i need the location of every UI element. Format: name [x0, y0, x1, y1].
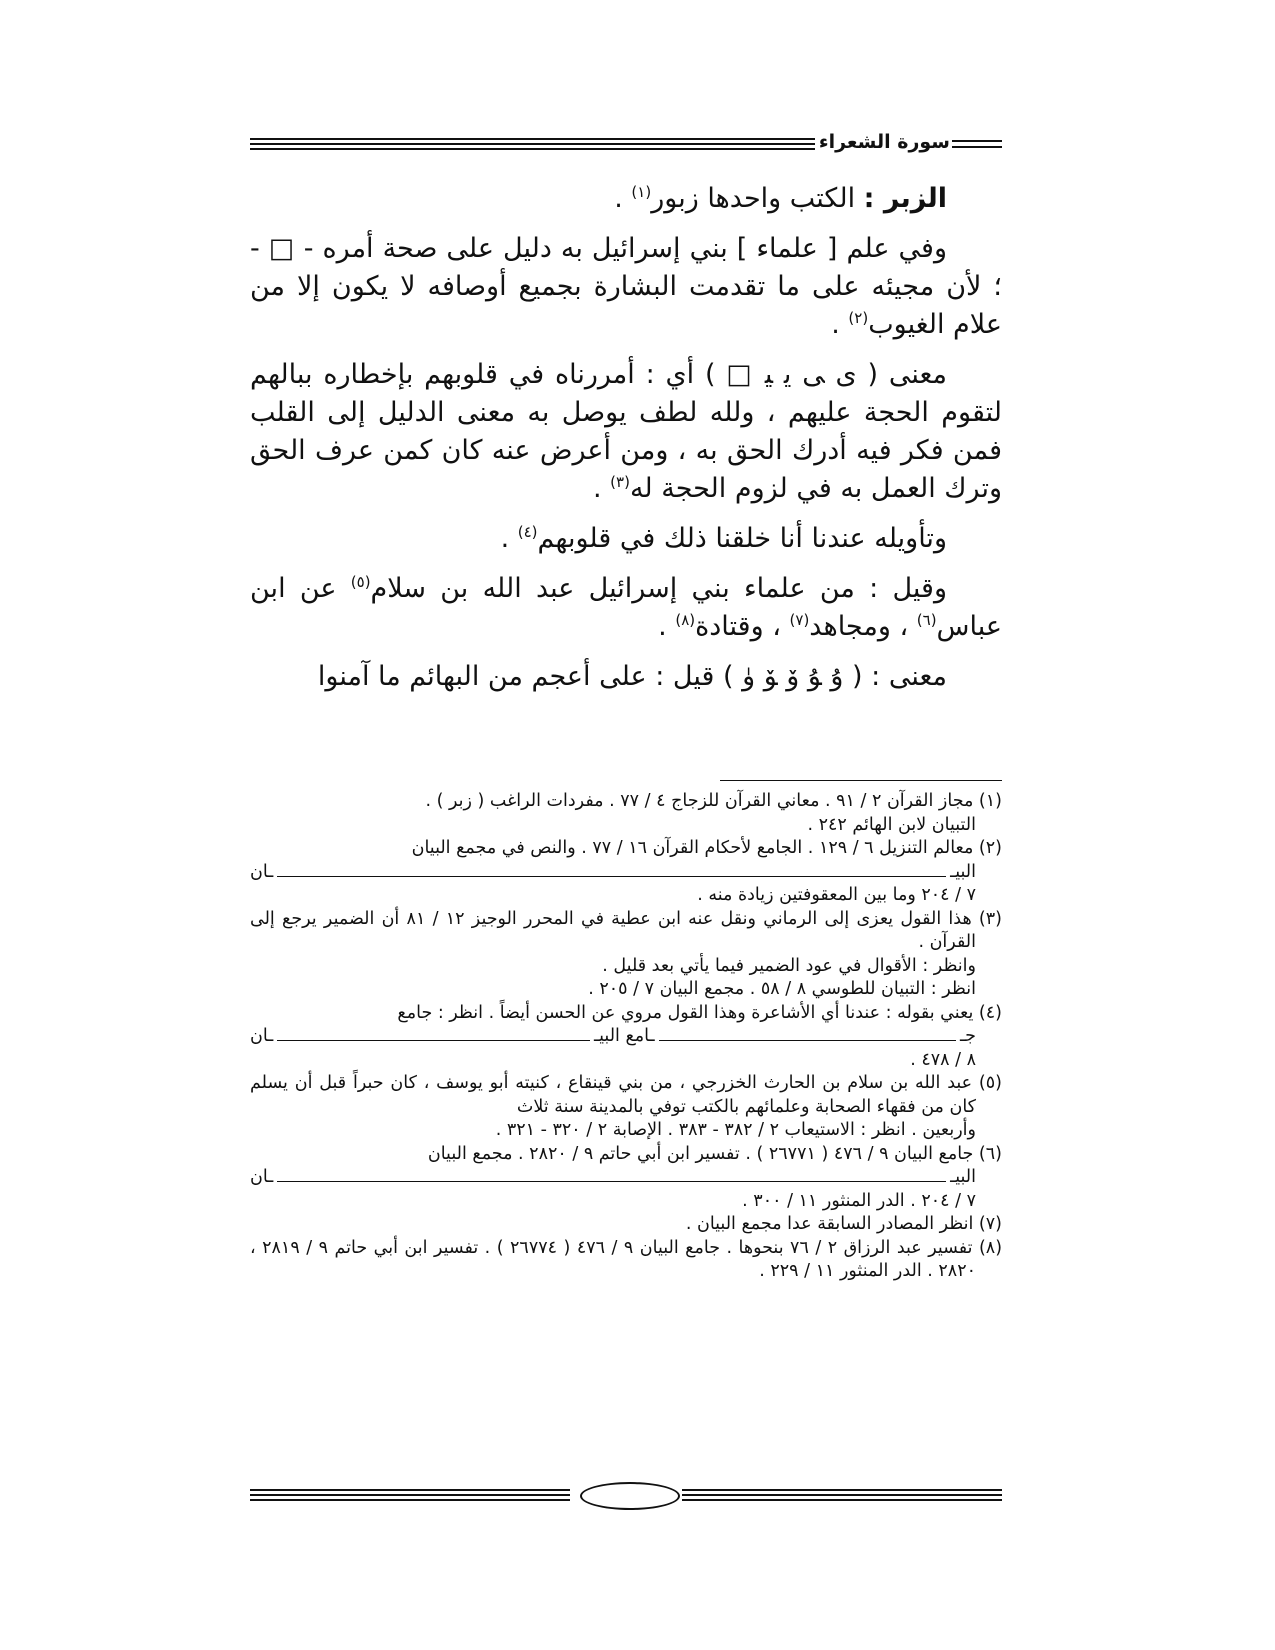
paragraph-ajam [250, 658, 1002, 696]
footnote-ref: (٧) [789, 611, 810, 629]
footnote-ref: (٨) [675, 611, 696, 629]
paragraph-meaning [250, 356, 1002, 508]
page-footer [250, 1480, 1002, 1510]
kashida-line [250, 1181, 976, 1182]
paragraph-qil [250, 570, 1002, 646]
footnote-3-cont: وانظر : الأقوال في عود الضمير فيما يأتي بعد قليل . [602, 955, 976, 976]
main-text [250, 180, 1002, 708]
header-rule [250, 138, 815, 140]
header-rule-short [952, 140, 1002, 142]
term-bold: الزبر : [863, 183, 947, 214]
footnote-6-stretched-word [250, 1166, 1002, 1190]
footnote-2-stretched-word [250, 861, 1002, 885]
paragraph-end: . [592, 473, 602, 504]
footer-rule [250, 1489, 570, 1491]
paragraph-end: . [614, 183, 623, 214]
footnote-3: (٣) هذا القول يعزى إلى الرماني ونقل عنه ابن عطية في المحرر الوجيز ١٢ / ٨١ أن الضمير يرجع إلى القرآن . [250, 908, 1002, 952]
paragraph-text: ، وقتادة [695, 611, 781, 642]
footnote-1: (١) مجاز القرآن ٢ / ٩١ . معاني القرآن للزجاج ٤ / ٧٧ . مفردات الراغب ( زبر ) . [425, 791, 1002, 811]
footnote-ref: (٥) [350, 573, 371, 591]
paragraph-text: وقيل : من علماء بني إسرائيل عبد الله بن سلام [370, 573, 947, 604]
page-header [250, 128, 1002, 158]
paragraph-text: ، ومجاهد [809, 611, 909, 642]
paragraph-tawil [250, 520, 1002, 558]
page-number-oval [580, 1482, 680, 1510]
paragraph-text: عن ابن عباس [250, 573, 1002, 642]
footnote-4-cont: ٨ / ٤٧٨ . [910, 1049, 976, 1070]
footnote-1-cont: التبيان لابن الهائم ٢٤٢ . [807, 814, 976, 835]
footnote-4-stretched-word [250, 1025, 1002, 1049]
kashida-start: البيـ [946, 1166, 976, 1190]
kashida-middle: ـامع البيـ [590, 1025, 659, 1049]
paragraph-ulama [250, 230, 1002, 344]
footnote-5: (٥) عبد الله بن سلام بن الحارث الخزرجي ، من بني قينقاع ، كنيته أبو يوسف ، كان حبراً قبل أن يسلم كان من فقهاء الصحابة وعلمائهم بالكتب توفي بالمدينة سنة ثلاث [250, 1073, 1002, 1117]
footer-rule [250, 1494, 570, 1496]
header-rule [250, 148, 815, 150]
footnote-6-cont: ٧ / ٢٠٤ . الدر المنثور ١١ / ٣٠٠ . [742, 1190, 976, 1211]
paragraph-end: . [831, 309, 840, 340]
paragraph-end: . [658, 611, 667, 642]
paragraph-text: الكتب واحدها زبور [651, 183, 856, 214]
surah-title: سورة الشعراء [818, 131, 950, 153]
footnote-6: (٦) جامع البيان ٩ / ٤٧٦ ( ٢٦٧٧١ ) . تفسير ابن أبي حاتم ٩ / ٢٨٢٠ . مجمع البيان [427, 1143, 1002, 1164]
footnote-4: (٤) يعني بقوله : عندنا أي الأشاعرة وهذا القول مروي عن الحسن أيضاً . انظر : جامع [397, 1002, 1002, 1023]
paragraph-text: معنى : ( ﯗ ﯘ ﯙ ﯚ ﯛ ) قيل : على أعجم من البهائم ما آمنوا [317, 661, 947, 692]
header-rule [250, 143, 815, 145]
paragraph-text: وتأويله عندنا أنا خلقنا ذلك في قلوبهم [537, 523, 947, 554]
kashida-start: البيـ [946, 861, 976, 885]
footer-rule [250, 1499, 570, 1501]
footnote-ref: (٦) [916, 611, 937, 629]
footnote-ref: (٢) [848, 309, 869, 327]
footer-rule [682, 1494, 1002, 1496]
header-rule-short [952, 146, 1002, 148]
kashida-end: ـان [250, 861, 277, 885]
footnote-ref: (٣) [610, 473, 630, 491]
paragraph-zubur [250, 180, 1002, 218]
footnote-2: (٢) معالم التنزيل ٦ / ١٢٩ . الجامع لأحكام القرآن ١٦ / ٧٧ . والنص في مجمع البيان [411, 838, 1002, 858]
footer-rule [682, 1499, 1002, 1501]
footnote-separator [720, 780, 1002, 781]
kashida-start: جـ [956, 1025, 976, 1049]
kashida-end: ـان [250, 1166, 277, 1190]
footnote-7: (٧) انظر المصادر السابقة عدا مجمع البيان . [685, 1214, 1002, 1234]
paragraph-text: وفي علم [ علماء ] بني إسرائيل به دليل على صحة أمره - □ - ؛ لأن مجيئه على ما تقدمت البشارة بجميع أوصافه لا يكون إلا من علام الغيوب [250, 233, 1002, 340]
paragraph-text: معنى ( ﯼ ﯽ ﯾ ﯿ □ ) أي : أمررناه في قلوبهم بإخطاره ببالهم لتقوم الحجة عليهم ، ولله لطف يوصل به معنى الدليل إلى القلب فمن فكر فيه أدرك الحق به ، ومن أعرض عنه كان كمن عرف الحق وترك العمل به في لزوم الحجة له [250, 359, 1002, 504]
footnote-8: (٨) تفسير عبد الرزاق ٢ / ٧٦ بنحوها . جامع البيان ٩ / ٤٧٦ ( ٢٦٧٧٤ ) . تفسير ابن أبي حاتم ٩ / ٢٨١٩ ، ٢٨٢٠ . الدر المنثور ١١ / ٢٢٩ . [250, 1237, 1003, 1281]
footer-rule [682, 1489, 1002, 1491]
kashida-line [250, 876, 976, 877]
footnote-3-cont: انظر : التبيان للطوسي ٨ / ٥٨ . مجمع البيان ٧ / ٢٠٥ . [588, 979, 976, 999]
kashida-end: ـان [250, 1025, 277, 1049]
footnote-2-cont: ٧ / ٢٠٤ وما بين المعقوفتين زيادة منه . [697, 885, 976, 905]
footnotes [250, 790, 1002, 1284]
footnote-ref: (٤) [517, 523, 538, 541]
footnote-5-cont: وأربعين . انظر : الاستيعاب ٢ / ٣٨٢ - ٣٨٣ . الإصابة ٢ / ٣٢٠ - ٣٢١ . [495, 1120, 976, 1140]
footnote-ref: (١) [631, 183, 652, 201]
paragraph-end: . [500, 523, 510, 554]
